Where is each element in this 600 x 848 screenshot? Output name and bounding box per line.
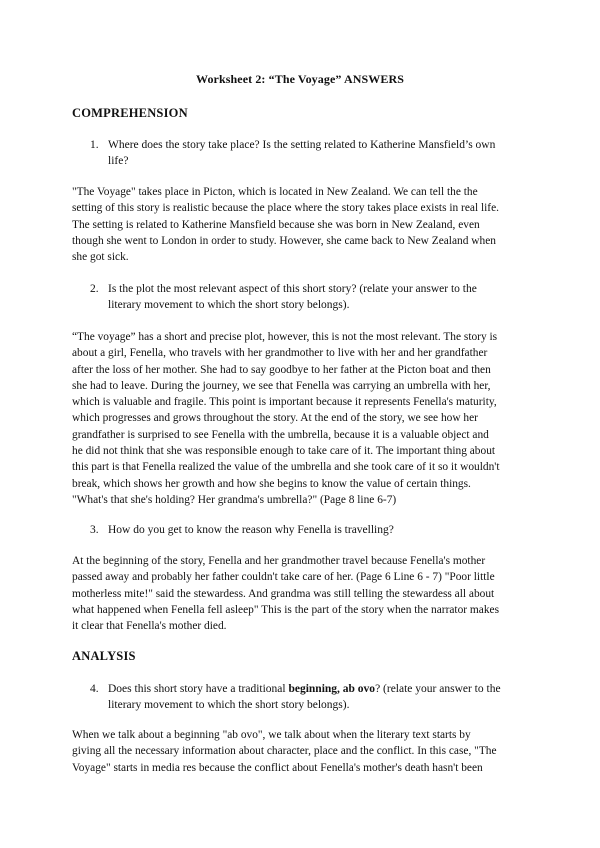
answer-line: after the loss of her mother. She had to say goodbye to her father at the Picton boat and then <box>72 363 491 376</box>
question-4 <box>90 681 530 713</box>
answer-1 <box>72 184 530 265</box>
answer-line: which is valuable and fragile. This point is important because it represents Fenella's maturity, <box>72 396 497 409</box>
answer-line: she had to leave. During the journey, we see that Fenella was carrying an umbrella with her, <box>72 379 491 392</box>
answer-line: motherless mite!" said the stewardess. And grandma was still telling the stewardess all about <box>72 587 495 600</box>
section-heading-comprehension: COMPREHENSION <box>72 106 188 120</box>
answer-line: which progresses and grows throughout the story. At the end of the story, we see how her <box>72 412 478 425</box>
answer-line: break, which shows her growth and how she begins to know the value of certain things. <box>72 477 471 490</box>
answer-line: he did not think that she was responsible enough to take care of it. The important thing about <box>72 445 496 458</box>
question-text-part: Does this short story have a traditional <box>108 683 289 695</box>
answer-4 <box>72 727 530 776</box>
answer-line: “The voyage” has a short and precise plot, however, this is not the most relevant. The story is <box>72 331 498 343</box>
answer-line: what happened when Fenella fell asleep" This is the part of the story when the narrator makes <box>72 603 500 616</box>
answer-line: grandfather is surprised to see Fenella with the umbrella, because it is a valuable object and <box>72 428 489 441</box>
answer-2 <box>72 329 530 508</box>
answer-3 <box>72 553 530 634</box>
answer-line: though she went to London in order to study. However, she came back to New Zealand when <box>72 234 496 247</box>
answer-line: this part is that Fenella realized the value of the umbrella and she took care of it so it wouldn't <box>72 461 500 474</box>
question-number: 2. <box>90 283 99 295</box>
page-title: Worksheet 2: “The Voyage” ANSWERS <box>196 72 404 86</box>
answer-line: she got sick. <box>72 251 129 264</box>
question-text-line: Is the plot the most relevant aspect of this short story? (relate your answer to the <box>108 283 477 295</box>
question-text-line: literary movement to which the short story belongs). <box>108 299 350 311</box>
question-2 <box>90 281 530 313</box>
answer-line: passed away and probably her father couldn't take care of her. (Page 6 Line 6 - 7) "Poor little <box>72 571 495 584</box>
section-heading-analysis: ANALYSIS <box>72 649 136 663</box>
answer-line: "The Voyage" takes place in Picton, which is located in New Zealand. We can tell the the <box>72 186 478 198</box>
answer-line: Voyage" starts in media res because the conflict about Fenella's mother's death hasn't been <box>72 761 483 774</box>
question-number: 3. <box>90 524 99 536</box>
question-text-line: How do you get to know the reason why Fenella is travelling? <box>108 524 394 536</box>
answer-line: setting of this story is realistic because the place where the story takes place exists in real life. <box>72 202 500 215</box>
answer-line: it clear that Fenella's mother died. <box>72 620 227 633</box>
answer-line: about a girl, Fenella, who travels with her grandmother to live with her and her grandfather <box>72 347 488 360</box>
question-text-part: ? (relate your answer to the <box>375 683 501 695</box>
question-1 <box>90 137 530 169</box>
answer-line: giving all the necessary information about character, place and the conflict. In this case, "The <box>72 745 497 758</box>
question-number: 1. <box>90 139 99 151</box>
answer-line: "What's that she's holding? Her grandma's umbrella?" (Page 8 line 6-7) <box>72 493 397 506</box>
question-text-line: Where does the story take place? Is the setting related to Katherine Mansfield’s own <box>108 139 496 151</box>
question-text-line <box>108 681 530 697</box>
question-number: 4. <box>90 683 99 695</box>
question-3 <box>90 522 530 538</box>
answer-line: The setting is related to Katherine Mansfield because she was born in New Zealand, even <box>72 218 480 231</box>
question-text-line: literary movement to which the short story belongs). <box>108 699 350 711</box>
question-text-line: life? <box>108 155 129 167</box>
question-term-bold: beginning, ab ovo <box>288 683 376 695</box>
answer-line: At the beginning of the story, Fenella and her grandmother travel because Fenella's mother <box>72 555 486 567</box>
answer-line: When we talk about a beginning "ab ovo", we talk about when the literary text starts by <box>72 729 471 741</box>
